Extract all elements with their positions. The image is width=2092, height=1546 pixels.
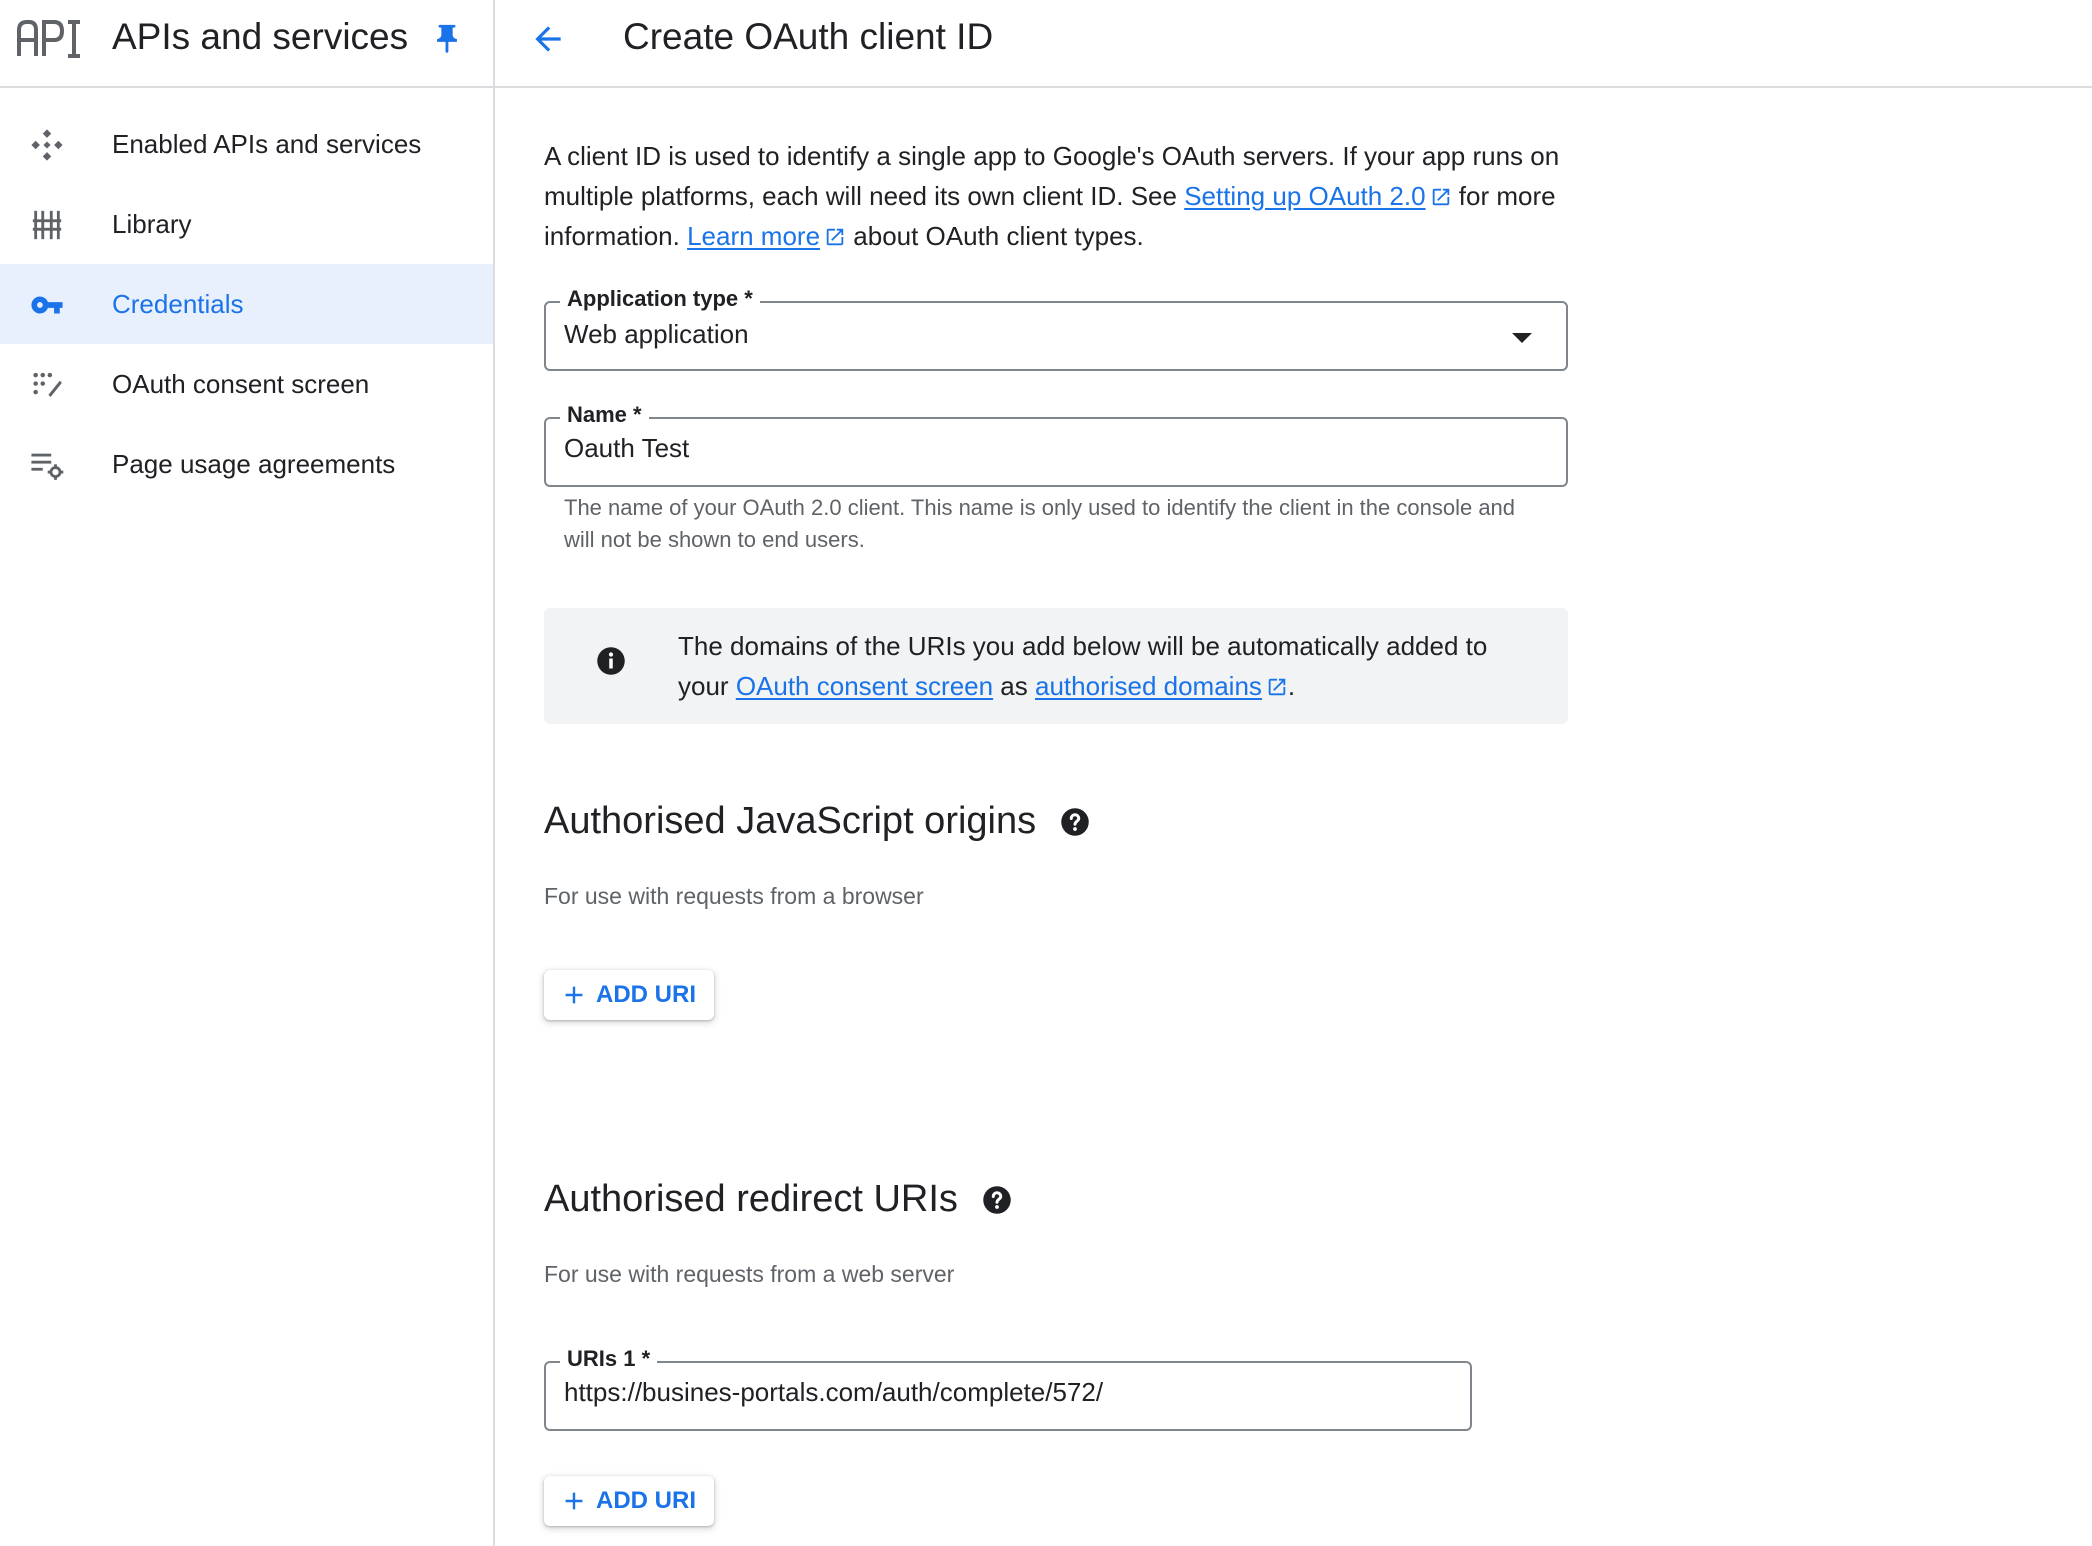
name-label: Name * — [560, 402, 649, 428]
back-arrow-icon[interactable] — [529, 20, 567, 58]
intro-text-2: for more information. — [544, 181, 1556, 251]
external-link-icon[interactable] — [1266, 676, 1288, 698]
intro-text-1: A client ID is used to identify a single app to Google's OAuth servers. If your app runs on multiple platforms, each will need its own client ID. See — [544, 141, 1560, 211]
uri-1-input[interactable] — [564, 1377, 1444, 1408]
plus-icon — [562, 983, 586, 1007]
sidebar-title: APIs and services — [112, 16, 409, 57]
sidebar-nav — [0, 104, 493, 504]
redirect-uris-subtitle: For use with requests from a web server — [544, 1261, 955, 1287]
page-title: Create OAuth client ID — [623, 16, 994, 57]
help-icon[interactable] — [982, 1185, 1012, 1215]
info-text — [678, 626, 1538, 706]
add-uri-label: ADD URI — [596, 981, 696, 1008]
learn-more-link[interactable]: Learn more — [687, 221, 821, 251]
js-origins-title — [544, 800, 1090, 843]
info-icon — [596, 646, 626, 676]
page-header — [495, 0, 2092, 88]
sidebar-item-page-usage[interactable] — [0, 424, 493, 504]
uri-1-label: URIs 1 * — [560, 1346, 657, 1372]
sidebar-item-oauth-consent[interactable] — [0, 344, 493, 424]
info-text-2: as — [993, 671, 1035, 701]
application-type-select[interactable] — [544, 286, 1568, 371]
redirect-uris-title — [544, 1178, 1012, 1221]
sidebar-item-label: OAuth consent screen — [112, 368, 370, 399]
help-icon[interactable] — [1060, 807, 1090, 837]
redirect-uris-title-text: Authorised redirect URIs — [544, 1178, 958, 1220]
intro-text — [544, 136, 1574, 256]
sidebar-item-credentials[interactable] — [0, 264, 493, 344]
name-hint: The name of your OAuth 2.0 client. This name is only used to identify the client in the console and will not be shown to end users. — [564, 495, 1516, 552]
uri-1-field[interactable] — [544, 1346, 1472, 1431]
authorised-domains-link[interactable]: authorised domains — [1035, 671, 1262, 701]
sidebar — [0, 0, 495, 1546]
intro-text-3: about OAuth client types. — [846, 221, 1144, 251]
info-banner — [544, 608, 1568, 724]
sidebar-item-library[interactable] — [0, 184, 493, 264]
dropdown-arrow-icon — [1512, 333, 1532, 343]
pin-icon[interactable] — [430, 22, 464, 56]
oauth-consent-screen-link[interactable]: OAuth consent screen — [735, 671, 994, 701]
name-input[interactable] — [564, 433, 1524, 464]
js-origins-subtitle: For use with requests from a browser — [544, 883, 924, 909]
add-js-origin-button[interactable] — [544, 970, 714, 1020]
sidebar-item-label: Page usage agreements — [112, 448, 396, 479]
external-link-icon[interactable] — [824, 226, 846, 248]
api-services-icon — [30, 128, 64, 162]
setting-up-oauth-link[interactable]: Setting up OAuth 2.0 — [1184, 181, 1426, 211]
sidebar-item-label: Library — [112, 208, 192, 239]
sidebar-item-enabled-apis[interactable] — [0, 104, 493, 184]
js-origins-title-text: Authorised JavaScript origins — [544, 800, 1037, 842]
plus-icon — [562, 1489, 586, 1513]
info-text-1: The domains of the URIs you add below will be automatically added to your — [678, 631, 1488, 701]
sidebar-item-label: Enabled APIs and services — [112, 128, 422, 159]
key-icon — [30, 288, 64, 322]
application-type-label: Application type * — [560, 286, 760, 312]
add-uri-label: ADD URI — [596, 1487, 696, 1514]
sidebar-header — [0, 0, 493, 88]
library-icon — [30, 208, 64, 242]
settings-list-icon — [30, 448, 64, 482]
add-redirect-uri-button[interactable] — [544, 1476, 714, 1526]
name-field[interactable] — [544, 402, 1568, 487]
consent-screen-icon — [30, 368, 64, 402]
sidebar-item-label: Credentials — [112, 288, 244, 319]
application-type-value: Web application — [564, 319, 749, 349]
info-text-3: . — [1287, 671, 1296, 701]
api-logo-icon — [16, 18, 82, 58]
external-link-icon[interactable] — [1430, 186, 1452, 208]
